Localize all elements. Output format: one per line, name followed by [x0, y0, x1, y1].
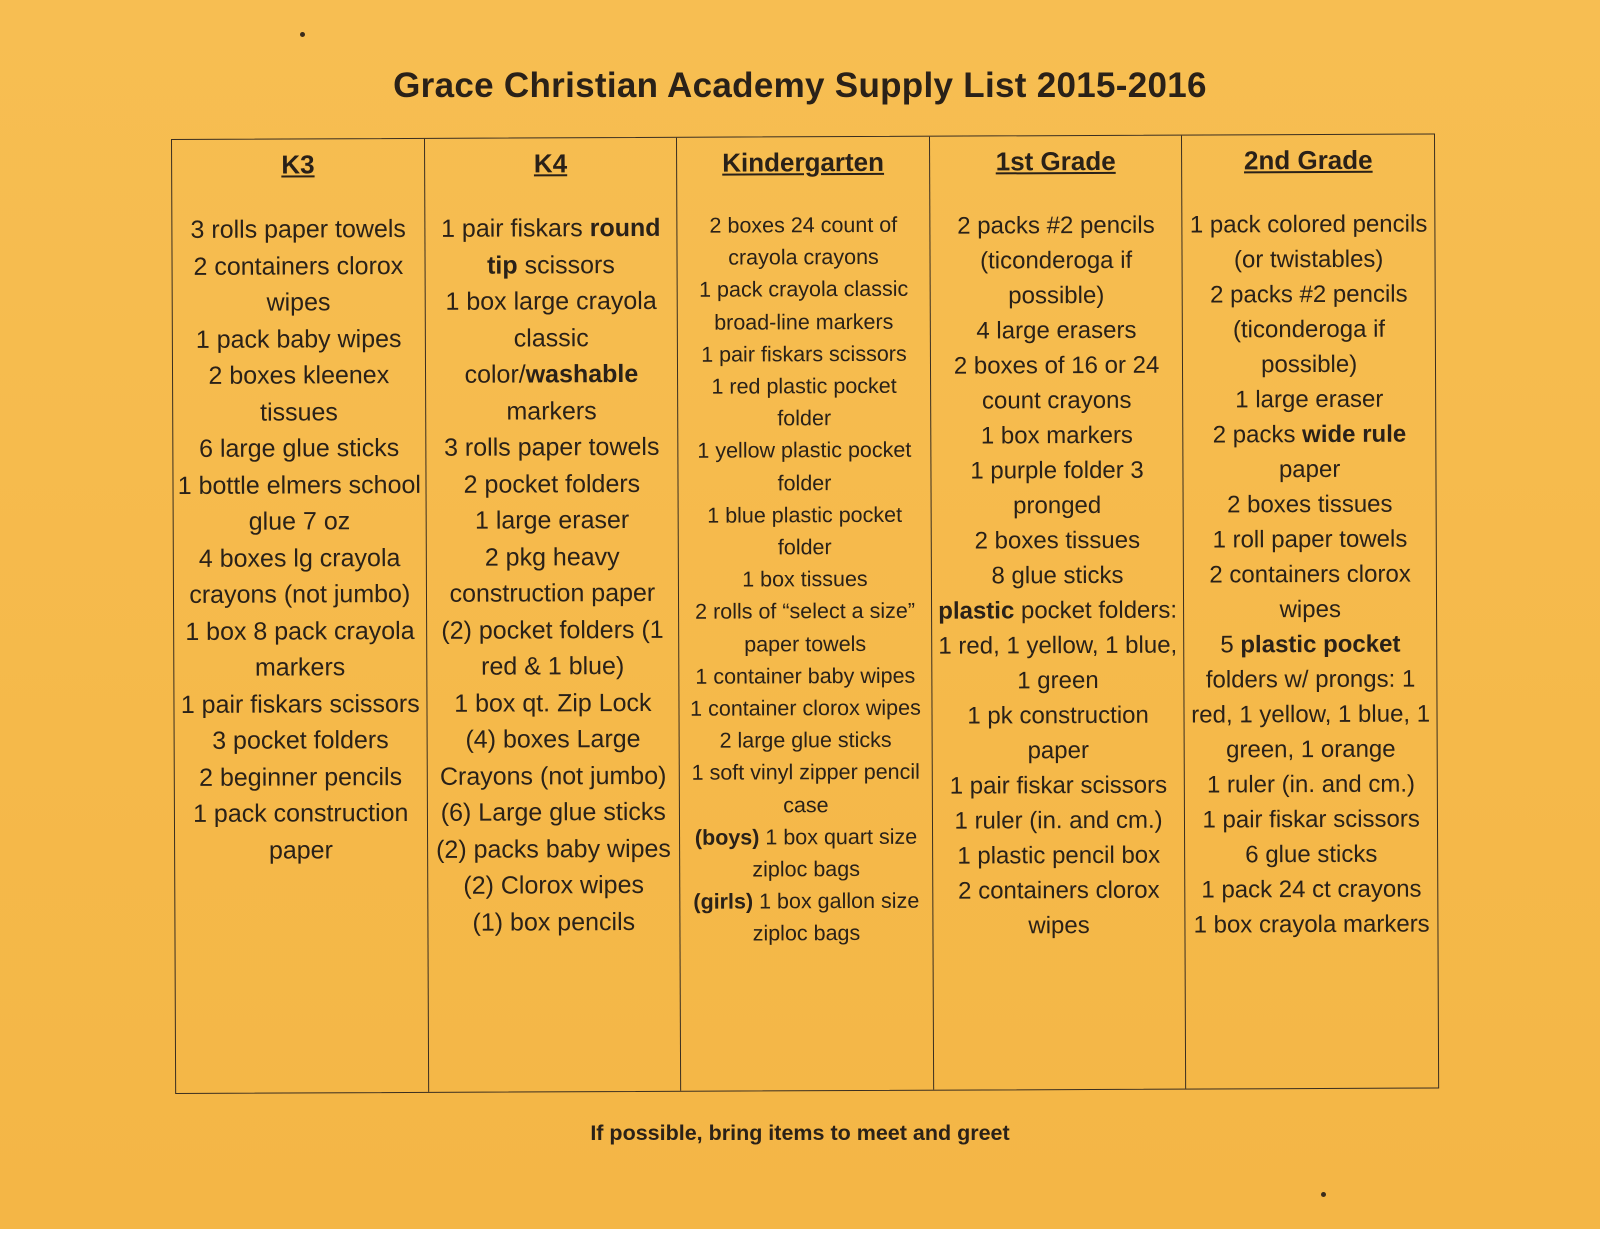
supply-item: 3 rolls paper towels — [190, 214, 406, 244]
supply-item: 1 pack 24 ct crayons — [1201, 875, 1422, 904]
supply-item: 2 containers clorox wipes — [958, 876, 1160, 940]
supply-item: 2 boxes of 16 or 24 count crayons — [953, 351, 1160, 415]
column-heading: 2nd Grade — [1243, 144, 1373, 176]
supply-list — [934, 208, 1181, 944]
supply-list — [176, 211, 422, 869]
supply-item: (4) boxes Large Crayons (not jumbo) — [439, 724, 667, 791]
supply-item: 1 container clorox wipes — [690, 695, 921, 721]
supply-item: 2 packs #2 pencils (ticonderoga if possible) — [957, 211, 1155, 310]
supply-item: 1 yellow plastic pocket folder — [697, 438, 912, 495]
column-heading: 1st Grade — [995, 145, 1116, 177]
supply-item: 1 box crayola markers — [1193, 910, 1430, 939]
supply-item: 6 glue sticks — [1245, 840, 1378, 869]
supply-item: 3 rolls paper towels — [443, 432, 660, 462]
supply-item: 1 pair fiskars scissors — [180, 689, 420, 719]
supply-item: 4 large erasers — [976, 316, 1137, 345]
supply-list — [1187, 207, 1434, 943]
supply-item: 1 container baby wipes — [695, 663, 916, 689]
supply-item: 2 boxes tissues — [974, 526, 1141, 555]
supply-item: 2 beginner pencils — [199, 762, 403, 792]
supply-item: (1) box pencils — [472, 907, 636, 937]
supply-item: 2 boxes tissues — [1227, 490, 1393, 519]
supply-item: 1 red plastic pocket folder — [711, 373, 897, 431]
supply-item: 1 ruler (in. and cm.) — [1206, 770, 1416, 799]
supply-item: 1 plastic pencil box — [957, 841, 1161, 870]
column-heading: K3 — [281, 149, 315, 180]
supply-item: 1 pair fiskar scissors — [949, 771, 1168, 800]
supply-item: 2 packs wide rule paper — [1212, 420, 1407, 484]
supply-item: 1 bottle elmers school glue 7 oz — [177, 470, 421, 536]
supply-item: 1 large eraser — [474, 506, 630, 535]
supply-item: 1 soft vinyl zipper pencil case — [691, 760, 920, 817]
supply-item: 1 large eraser — [1235, 385, 1384, 414]
supply-item: (2) pocket folders (1 red & 1 blue) — [441, 615, 664, 681]
supply-item: (girls) 1 box gallon size ziploc bags — [693, 889, 920, 946]
supply-list — [682, 209, 929, 951]
supply-item: 1 box tissues — [742, 567, 868, 592]
supply-item: 1 pack baby wipes — [195, 324, 402, 354]
column-heading: Kindergarten — [722, 146, 885, 178]
supply-item: (2) Clorox wipes — [463, 870, 645, 900]
supply-item: (boys) 1 box quart size ziploc bags — [694, 824, 918, 882]
supply-item: 8 glue sticks — [991, 561, 1124, 590]
supply-item: 2 pocket folders — [463, 469, 641, 499]
supply-item: 1 purple folder 3 pronged — [970, 456, 1144, 520]
column-kindergarten — [676, 137, 933, 1091]
supply-item: 1 pack colored pencils (or twistables) — [1189, 210, 1428, 274]
paper-speck — [1321, 1192, 1326, 1197]
supply-item: 2 pkg heavy construction paper — [449, 542, 656, 608]
supply-item: 5 plastic pocket folders w/ prongs: 1 red, 1 yellow, 1 blue, 1 green, 1 orange — [1191, 630, 1431, 764]
supply-item: 1 pair fiskars round tip scissors — [440, 213, 661, 280]
column-k3 — [172, 139, 428, 1093]
column-heading: K4 — [533, 148, 568, 179]
supply-item: 2 containers clorox wipes — [193, 251, 404, 317]
supply-item: (6) Large glue sticks — [440, 797, 666, 827]
supply-item: 1 box markers — [980, 421, 1133, 450]
supply-item: 1 box large crayola classic color/washable markers — [445, 286, 657, 426]
supply-item: 4 boxes lg crayola crayons (not jumbo) — [189, 543, 411, 609]
supply-list — [429, 210, 676, 941]
supply-item: 1 box 8 pack crayola markers — [185, 616, 415, 682]
column-k4 — [424, 138, 681, 1092]
supply-item: plastic pocket folders: 1 red, 1 yellow, 1 blue, 1 green — [938, 596, 1178, 695]
scan-edge — [0, 1229, 1600, 1237]
supply-item: 1 pair fiskars scissors — [701, 341, 907, 367]
supply-item: 2 containers clorox wipes — [1209, 560, 1411, 624]
supply-item: 3 pocket folders — [212, 726, 389, 755]
column-1st-grade — [929, 136, 1186, 1090]
column-2nd-grade — [1181, 134, 1438, 1088]
supply-item: 1 box qt. Zip Lock — [454, 688, 652, 718]
supply-item: 2 boxes 24 count of crayola crayons — [709, 212, 898, 270]
supply-item: 1 ruler (in. and cm.) — [954, 806, 1163, 835]
supply-table — [171, 133, 1439, 1094]
supply-item: 6 large glue sticks — [199, 434, 400, 463]
paper-speck — [300, 32, 305, 37]
supply-item: 1 pk construction paper — [967, 701, 1149, 765]
supply-item: 2 large glue sticks — [719, 728, 892, 753]
supply-item: 1 roll paper towels — [1212, 525, 1408, 554]
supply-item: 1 pack construction paper — [192, 798, 409, 865]
supply-item: 2 boxes kleenex tissues — [208, 361, 390, 427]
supply-item: 1 pair fiskar scissors — [1202, 805, 1420, 834]
page-title: Grace Christian Academy Supply List 2015-2016 — [393, 66, 1207, 105]
footer-note: If possible, bring items to meet and greet — [590, 1121, 1010, 1145]
supply-item: 1 pack crayola classic broad-line markers — [699, 277, 909, 335]
supply-item: 2 rolls of “select a size” paper towels — [695, 599, 916, 657]
supply-item: (2) packs baby wipes — [436, 834, 671, 864]
supply-item: 1 blue plastic pocket folder — [707, 502, 903, 560]
supply-item: 2 packs #2 pencils (ticonderoga if possible) — [1210, 280, 1408, 379]
